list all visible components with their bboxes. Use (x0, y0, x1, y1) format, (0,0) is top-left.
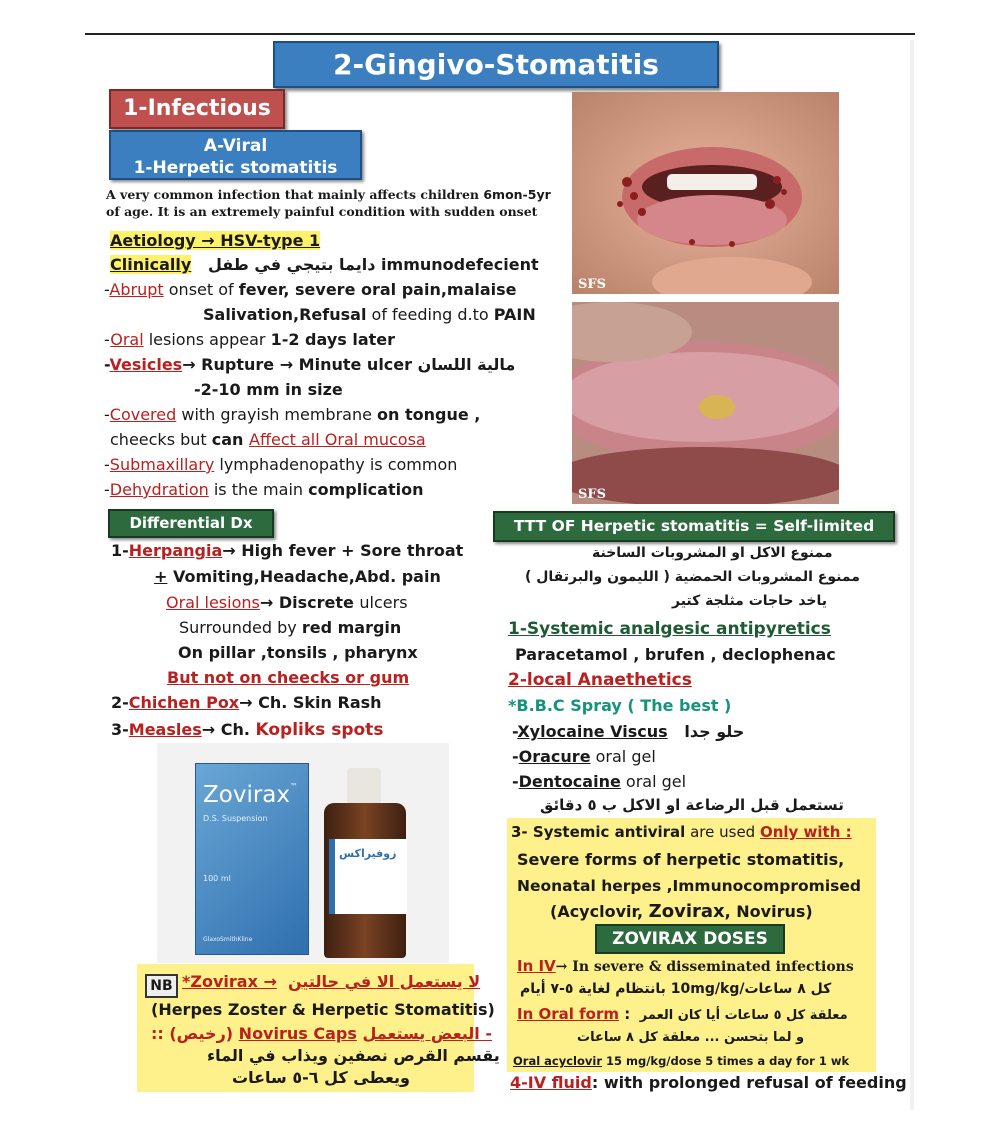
dehydration-line: -Dehydration is the main complication (104, 480, 424, 499)
salivation-line: Salivation,Refusal of feeding d.to PAIN (203, 305, 536, 324)
box-volume: 100 ml (203, 874, 231, 883)
bbc-spray: *B.B.C Spray ( The best ) (508, 696, 732, 715)
nb-frequency-line: ويعطى كل ٦-٥ ساعات (232, 1068, 410, 1087)
chicken-pox-line: 2-Chichen Pox→ Ch. Skin Rash (111, 693, 382, 712)
antiviral-heading: 3- Systemic antiviral are used Only with : (511, 823, 852, 841)
herpangia-line: 1-Herpangia→ High fever + Sore throat (111, 541, 464, 560)
covered-line: -Covered with grayish membrane on tongue , (104, 405, 481, 424)
lip-lesion-photo-2 (572, 302, 839, 504)
iv-fluid-line: 4-IV fluid: with prolonged refusal of feeding (510, 1073, 907, 1092)
page-title: 2-Gingivo-Stomatitis (273, 41, 719, 88)
clinically: Clinically دايما بتيجي في طفل immunodefecient (110, 255, 539, 274)
cheecks-line: cheecks but can Affect all Oral mucosa (110, 430, 426, 449)
rule-hot: ممنوع الاكل او المشروبات الساخنة (592, 545, 833, 561)
measles-line: 3-Measles→ Ch. Kopliks spots (111, 720, 384, 740)
severe-forms: Severe forms of herpetic stomatitis, (517, 850, 845, 869)
box-subtitle: D.S. Suspension (203, 814, 268, 823)
ttt-heading: TTT OF Herpetic stomatitis = Self-limited (493, 511, 895, 542)
rule-acidic: ممنوع المشروبات الحمضية ( الليمون والبرتقال ) (525, 569, 860, 585)
nb-box (137, 964, 500, 1092)
box-maker: GlaxoSmithKline (203, 936, 253, 943)
neonatal-herpes: Neonatal herpes ,Immunocompromised (517, 877, 861, 895)
zovirax-box (195, 763, 309, 955)
lip-lesion-photo-1 (572, 92, 839, 294)
use-before-feeding: تستعمل قبل الرضاعة او الاكل ب ٥ دقائق (540, 796, 844, 814)
bottle-cap (347, 768, 381, 808)
differential-dx-heading: Differential Dx (108, 509, 274, 538)
photo-credit-2: SFS (578, 487, 607, 502)
infectious-heading: 1-Infectious (109, 89, 285, 129)
zovirax-product-photo (157, 743, 449, 963)
bottle-label-text: زوفيراكس (339, 847, 397, 860)
box-brand: Zovirax™ (203, 782, 298, 808)
size-line: -2-10 mm in size (194, 380, 343, 399)
top-rule (85, 33, 915, 35)
viral-heading (109, 130, 362, 180)
intro-text: A very common infection that mainly affects children 6mon-5yr of age. It is an extremely painful condition with sudden onset (106, 187, 551, 219)
local-heading: 2-local Anaethetics (508, 670, 692, 690)
viral-label: A-Viral (203, 136, 268, 156)
photo-credit-1: SFS (578, 277, 607, 292)
nb-dissolve-line: يقسم القرص نصفين ويذاب في الماء (207, 1046, 500, 1065)
xylocaine-line: -Xylocaine Viscus حلو جدا (512, 722, 745, 741)
iv-dose-line: In IV→ In severe & disseminated infections (517, 957, 854, 975)
nb-novirus-line: (رخيص) :: Novirus Caps - البعض يستعمل (151, 1024, 492, 1043)
nb-zovirax-line: *Zovirax → لا يستعمل الا في حالتين (182, 972, 481, 991)
oral-acyclovir-dose: Oral acyclovir 15 mg/kg/dose 5 times a day for 1 wk (513, 1054, 850, 1068)
oral-form-line: In Oral form : معلقة كل ٥ ساعات أيا كان العمر (517, 1005, 848, 1023)
but-not-line: But not on cheecks or gum (167, 668, 410, 687)
vesicles-line: -Vesicles→ Rupture → Minute ulcer مالية اللسان (104, 355, 516, 374)
analgesic-drugs: Paracetamol , brufen , declophenac (515, 645, 836, 664)
systemic-heading: 1-Systemic analgesic antipyretics (508, 619, 831, 639)
zovirax-doses-heading: ZOVIRAX DOSES (595, 924, 785, 954)
bottle-label (329, 839, 407, 914)
submax-line: -Submaxillary lymphadenopathy is common (104, 455, 458, 474)
page-edge (910, 40, 914, 1110)
abrupt-line: -Abrupt onset of fever, severe oral pain,malaise (104, 280, 517, 299)
nb-tag: NB (145, 974, 178, 998)
oracure-line: -Oracure oral gel (512, 747, 656, 766)
iv-dose-arabic: كل ٨ ساعات/10mg/kg بانتظام لغاية ٥-٧ أيام (520, 981, 832, 997)
vomiting-line: + Vomiting,Headache,Abd. pain (154, 567, 441, 586)
oral-line: -Oral lesions appear 1-2 days later (104, 330, 396, 349)
oral-form-arabic: و لما بتحسن ... معلقة كل ٨ ساعات (577, 1030, 805, 1045)
herpetic-label: 1-Herpetic stomatitis (133, 158, 338, 178)
pillar-line: On pillar ,tonsils , pharynx (178, 643, 418, 662)
nb-herpes-line: (Herpes Zoster & Herpetic Stomatitis) (151, 1000, 495, 1019)
surrounded-line: Surrounded by red margin (179, 618, 402, 637)
aetiology: Aetiology → HSV-type 1 (110, 231, 321, 250)
acyclovir-list: (Acyclovir, Zovirax, Novirus) (550, 901, 813, 922)
rule-cold: ياخد حاجات مثلجة كتير (672, 593, 828, 609)
oral-lesions-line: Oral lesions→ Discrete ulcers (166, 593, 408, 612)
dentocaine-line: -Dentocaine oral gel (512, 772, 687, 791)
